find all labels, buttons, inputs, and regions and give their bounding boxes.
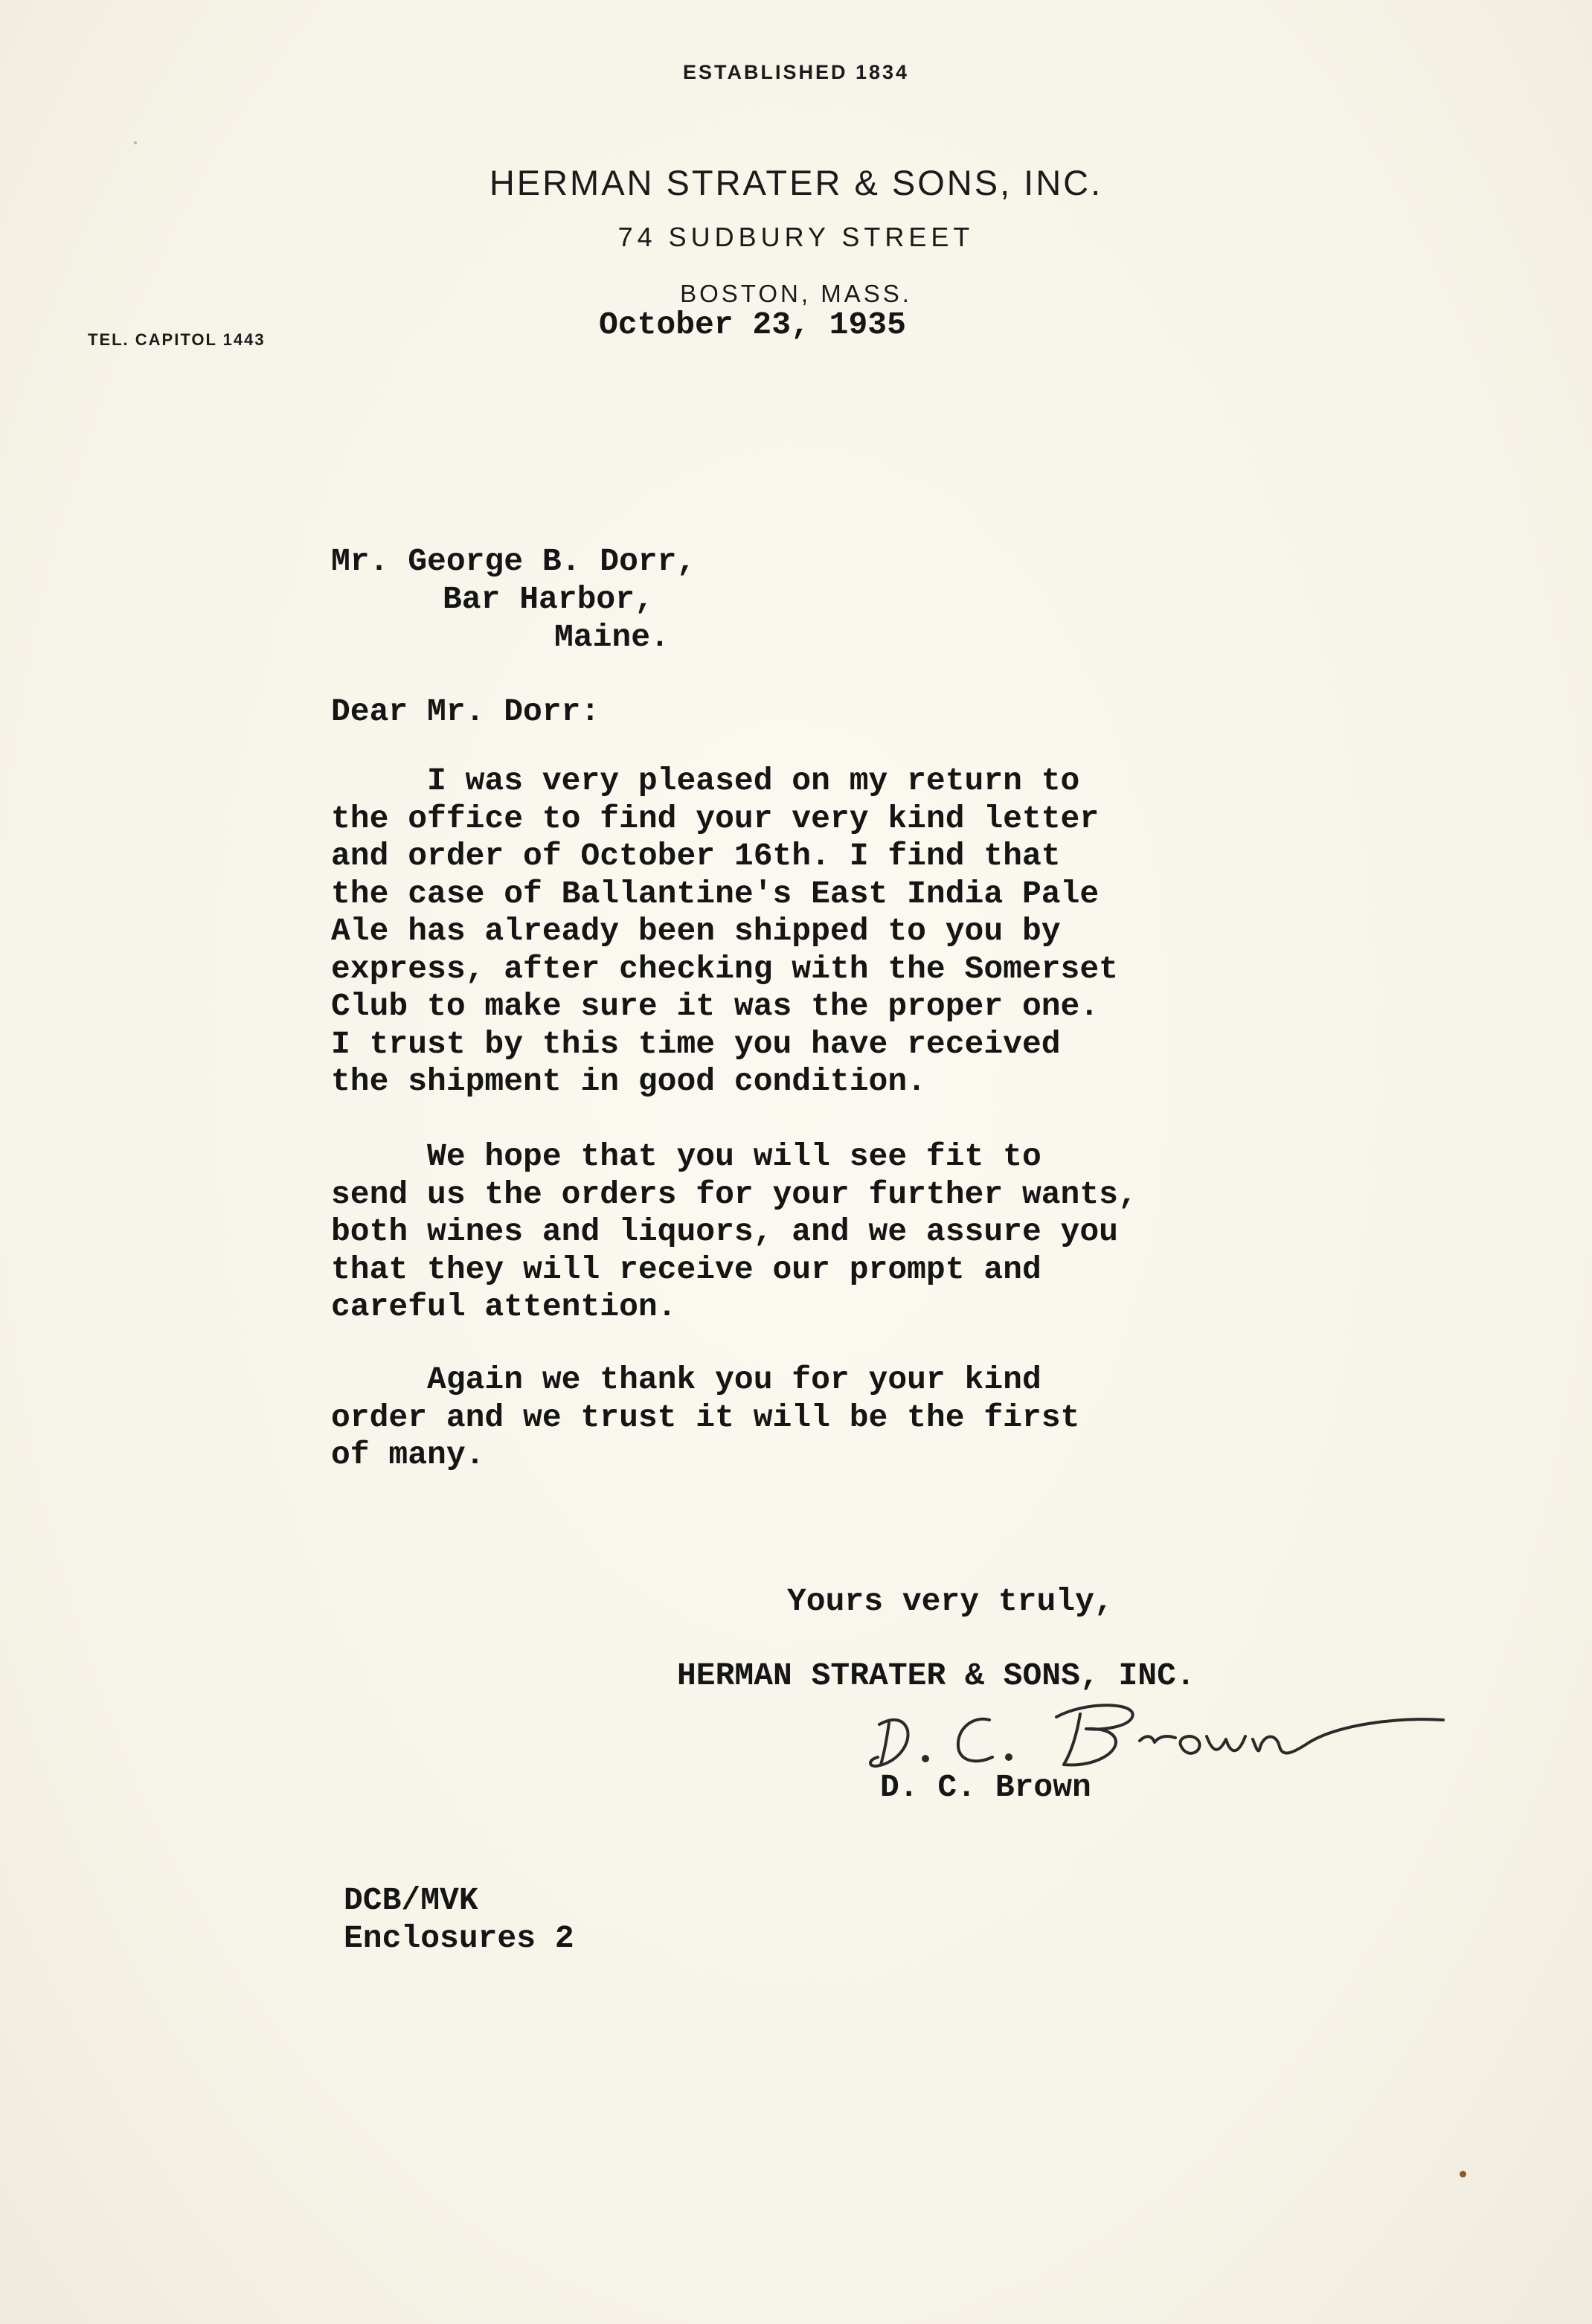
paper-spot (134, 141, 137, 144)
signature-firm: HERMAN STRATER & SONS, INC. (677, 1657, 1195, 1694)
established-line: ESTABLISHED 1834 (682, 61, 910, 83)
body-paragraph-1: I was very pleased on my return to the office to find your very kind letter and order of October 16th. I find that the case of Ballantine's East India Pale Ale has already been shipped to you by express, after checking with the Somerset Club to make sure it was the proper one. I trust by this time you have received the shipment in good condition. (331, 763, 1118, 1100)
paper-spot (1460, 2171, 1466, 2177)
street-address: 74 SUDBURY STREET (617, 222, 975, 252)
signer-typed-name: D. C. Brown (880, 1769, 1091, 1805)
company-name: HERMAN STRATER & SONS, INC. (489, 163, 1103, 202)
enclosures-note: Enclosures 2 (344, 1920, 574, 1957)
reference-initials: DCB/MVK (344, 1882, 478, 1919)
body-paragraph-3: Again we thank you for your kind order and we trust it will be the first of many. (331, 1361, 1080, 1473)
recipient-state: Maine. (554, 619, 670, 655)
letter-date: October 23, 1935 (599, 306, 906, 343)
recipient-town: Bar Harbor, (443, 581, 654, 617)
handwritten-signature (863, 1695, 1451, 1776)
salutation: Dear Mr. Dorr: (331, 693, 600, 730)
body-paragraph-2: We hope that you will see fit to send us the orders for your further wants, both wines and liquors, and we assure you that they will receive our prompt and careful attention. (331, 1138, 1137, 1325)
closing: Yours very truly, (787, 1583, 1114, 1620)
recipient-name: Mr. George B. Dorr, (331, 543, 696, 580)
telephone-line: TEL. CAPITOL 1443 (88, 330, 266, 349)
city-line: BOSTON, MASS. (680, 280, 912, 307)
